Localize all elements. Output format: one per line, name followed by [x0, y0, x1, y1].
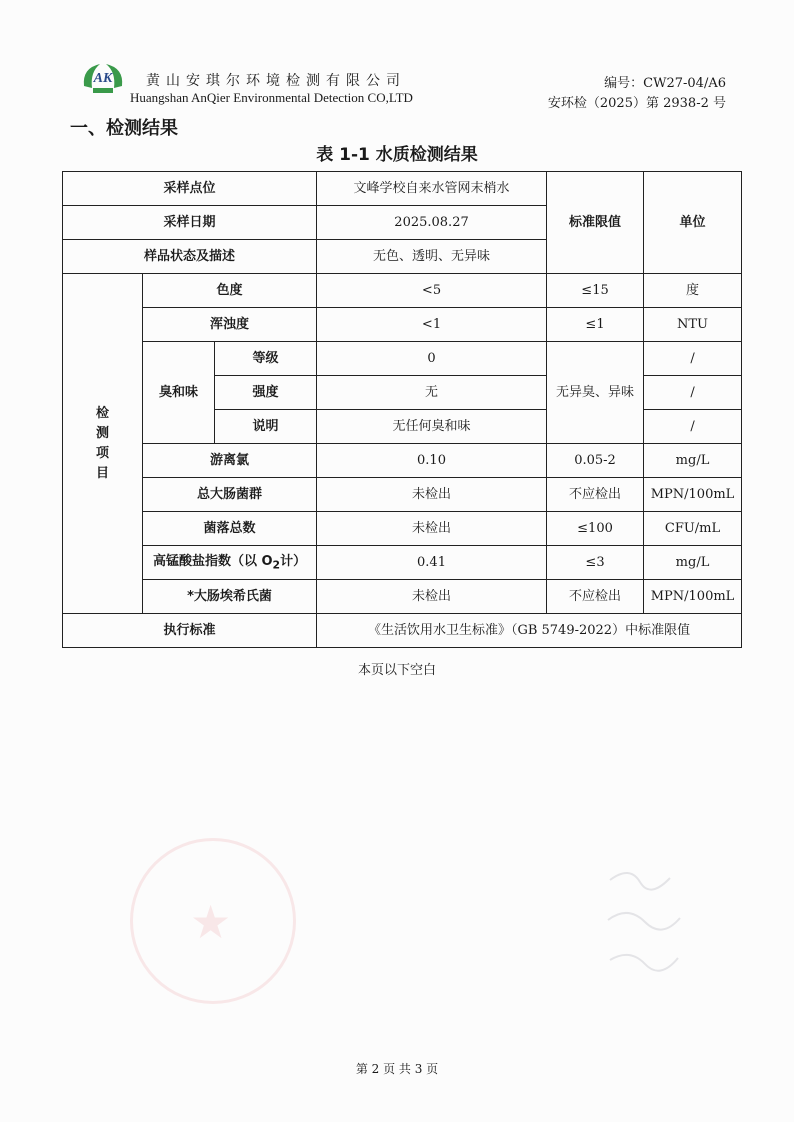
item-result: 0.10	[317, 444, 547, 478]
report-number: 安环检（2025）第 2938-2 号	[547, 96, 726, 111]
table-row	[63, 512, 742, 546]
item-name: 菌落总数	[143, 512, 317, 546]
unit-header: 单位	[644, 172, 742, 274]
item-unit: CFU/mL	[644, 512, 742, 546]
standard-value: 《生活饮用水卫生标准》（GB 5749-2022）中标准限值	[317, 614, 742, 648]
items-group-label: 检测项目	[95, 405, 109, 481]
item-name: 总大肠菌群	[143, 478, 317, 512]
item-unit: /	[644, 410, 742, 444]
sampling-point-label: 采样点位	[63, 172, 317, 206]
section-title: 一、检测结果	[70, 118, 178, 139]
item-result: 0	[317, 342, 547, 376]
standard-label: 执行标准	[63, 614, 317, 648]
item-limit: ≤1	[547, 308, 644, 342]
table-row	[63, 172, 742, 206]
item-limit: ≤15	[547, 274, 644, 308]
sample-state-value: 无色、透明、无异味	[317, 240, 547, 274]
item-result: 无	[317, 376, 547, 410]
item-name: 浑浊度	[143, 308, 317, 342]
table-row	[63, 274, 742, 308]
item-limit: 0.05-2	[547, 444, 644, 478]
item-name: 游离氯	[143, 444, 317, 478]
items-group-cell	[63, 274, 143, 614]
logo-text: AK	[93, 71, 113, 86]
table-row	[63, 342, 742, 376]
item-result: 无任何臭和味	[317, 410, 547, 444]
faded-signature-icon	[600, 860, 720, 980]
table-title: 表 1-1 水质检测结果	[316, 145, 478, 165]
item-name-suffix: 计）	[280, 553, 307, 569]
item-limit: ≤3	[547, 546, 644, 580]
sampling-date-value: 2025.08.27	[317, 206, 547, 240]
table-row	[63, 614, 742, 648]
sample-state-label: 样品状态及描述	[63, 240, 317, 274]
item-result: <1	[317, 308, 547, 342]
item-name: 色度	[143, 274, 317, 308]
item-unit: MPN/100mL	[644, 580, 742, 614]
anqier-logo-icon	[78, 58, 128, 98]
sampling-point-value: 文峰学校自来水管网末梢水	[317, 172, 547, 206]
item-name: 说明	[215, 410, 317, 444]
table-row	[63, 308, 742, 342]
item-result: 未检出	[317, 478, 547, 512]
table-row	[63, 546, 742, 580]
sampling-date-label: 采样日期	[63, 206, 317, 240]
item-unit: 度	[644, 274, 742, 308]
item-result: 0.41	[317, 546, 547, 580]
item-limit: 不应检出	[547, 478, 644, 512]
item-unit: /	[644, 342, 742, 376]
odor-limit: 无异臭、异味	[547, 342, 644, 444]
seal-star-icon: ★	[190, 895, 232, 949]
item-result: 未检出	[317, 512, 547, 546]
item-name	[143, 546, 317, 580]
company-name-cn: 黄山安琪尔环境检测有限公司	[146, 73, 406, 89]
table-row	[63, 478, 742, 512]
blank-note: 本页以下空白	[357, 663, 436, 678]
table-row	[63, 444, 742, 478]
water-quality-results-table	[62, 171, 742, 648]
page-number: 第 2 页 共 3 页	[355, 1062, 439, 1076]
item-result: 未检出	[317, 580, 547, 614]
item-name: *大肠埃希氏菌	[143, 580, 317, 614]
table-row	[63, 580, 742, 614]
item-unit: /	[644, 376, 742, 410]
company-name-en: Huangshan AnQier Environmental Detection CO,LTD	[130, 90, 413, 105]
item-unit: mg/L	[644, 546, 742, 580]
limit-header: 标准限值	[547, 172, 644, 274]
item-name: 强度	[215, 376, 317, 410]
item-name: 等级	[215, 342, 317, 376]
item-name-prefix: 高锰酸盐指数（以 O	[152, 553, 273, 569]
item-unit: NTU	[644, 308, 742, 342]
item-limit: 不应检出	[547, 580, 644, 614]
item-unit: mg/L	[644, 444, 742, 478]
odor-group-label: 臭和味	[143, 342, 215, 444]
item-name-subscript: 2	[272, 558, 281, 572]
document-code: 编号：CW27-04/A6	[604, 76, 726, 91]
item-unit: MPN/100mL	[644, 478, 742, 512]
item-result: <5	[317, 274, 547, 308]
item-limit: ≤100	[547, 512, 644, 546]
